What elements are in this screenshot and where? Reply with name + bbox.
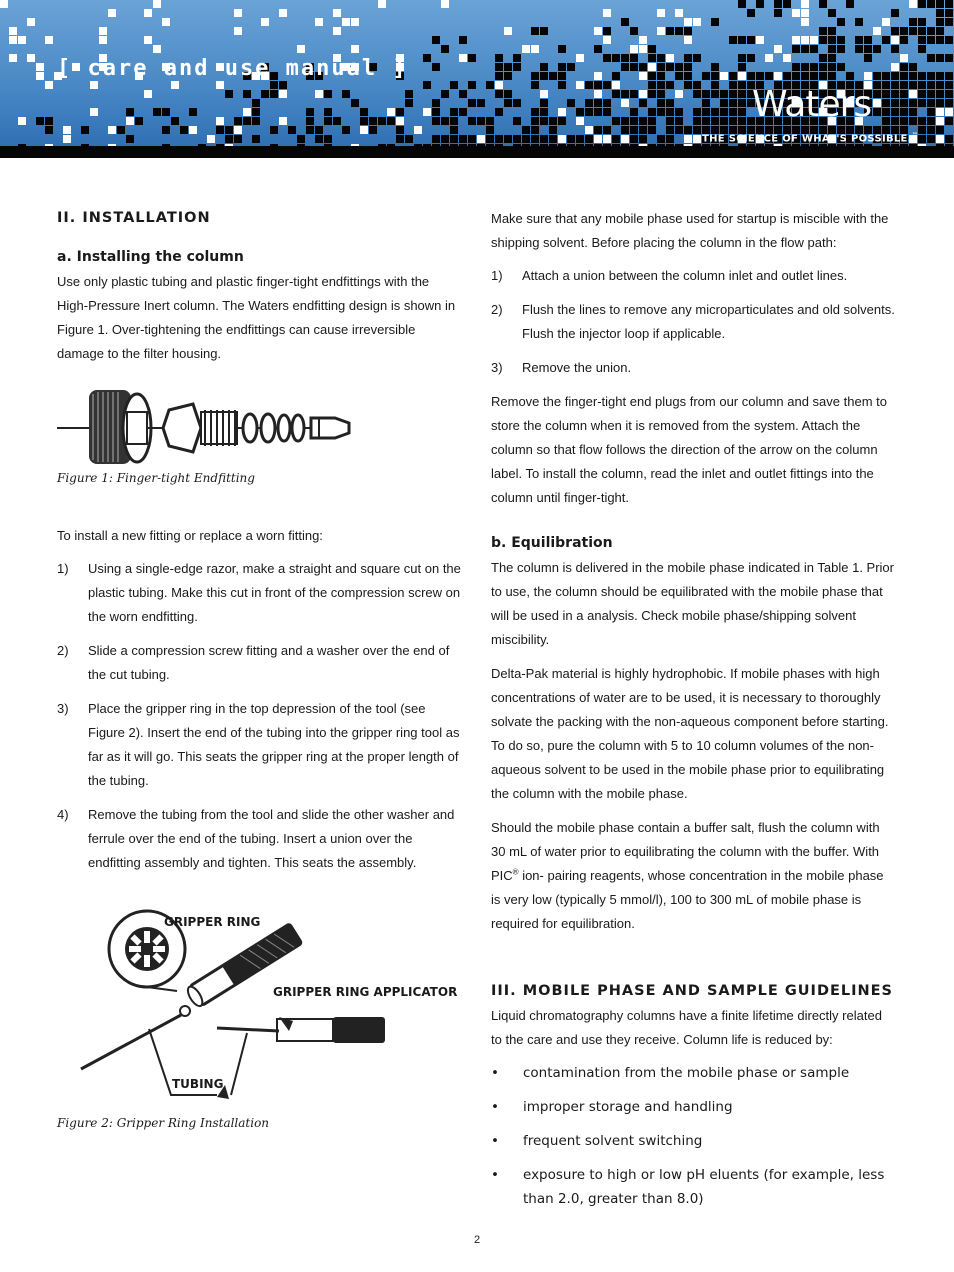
label-gripper-ring: GRIPPER RING [164,915,261,929]
tagline: THE SCIENCE OF WHAT'S POSSIBLE.™ [702,132,919,145]
endfitting-illustration [57,388,367,464]
bullet-mark: • [491,1133,499,1149]
install-intro-paragraph: Use only plastic tubing and plastic finger-tight endfittings with the High-Pressure Inert column. The Waters endfitting design is shown in Figure 1. Over-tightening the endfittings can cause irreversible damage to the filter housing. [57,274,456,361]
equilibration-paragraph-3: Should the mobile phase contain a buffer salt, flush the column with 30 mL of water prior to equilibrating the column with the buffer. With PIC® ion- pairing reagents, whose concentration in the mobile phase is very low (typically 5 mmol/l), 100 to 300 mL of mobile phase is required for equilibration. [491,820,884,931]
waters-logo: Waters [752,84,872,125]
subheading-installing-column: a. Installing the column [57,249,244,265]
mobile-phase-intro: Liquid chromatography columns have a finite lifetime directly related to the care and use they receive. Column life is reduced by: [491,1008,882,1047]
step-text: Remove the tubing from the tool and slide the other washer and ferrule over the end of the tubing. Insert a union over the endfitting assembly and tighten. This seats the assembly. [88,807,455,870]
gripper-ring-illustration [57,909,462,1109]
remove-plugs-paragraph: Remove the finger-tight end plugs from our column and save them to store the column when it is removed from the system. Attach the column so that flow follows the direction of the arrow on the column label. To install the column, read the inlet and outlet fittings into the column until finger-tight. [491,394,887,505]
figure-2-caption: Figure 2: Gripper Ring Installation [57,1116,270,1130]
bullet-item [491,1095,896,1119]
bullet-mark: • [491,1065,499,1081]
subheading-equilibration: b. Equilibration [491,535,613,551]
list-item [57,639,462,687]
step-number: 2) [491,302,503,317]
bullet-mark: • [491,1167,499,1183]
bullet-text: improper storage and handling [523,1099,733,1115]
bullet-text: contamination from the mobile phase or sample [523,1065,850,1081]
manual-title: [ care and use manual ] [57,56,408,81]
step-number: 1) [491,268,503,283]
header-banner [0,0,954,158]
list-item [57,803,462,875]
list-item [57,557,462,629]
right-column [491,205,896,1221]
startup-paragraph: Make sure that any mobile phase used for startup is miscible with the shipping solvent. Before placing the column in the flow path: [491,211,889,250]
list-item [491,356,896,380]
list-item [491,298,896,346]
figure-2-gripper-ring [57,909,462,1109]
fitting-steps-list [57,557,462,875]
step-text: Remove the union. [522,360,632,375]
equilibration-paragraph-2: Delta-Pak material is highly hydrophobic. If mobile phases with high concentrations of water are to be used, it is necessary to thoroughly solvate the packing with the non-aqueous component before starting. To do so, pure the column with 5 to 10 column volumes of the non-aqueous solvent to be used in the mobile phase prior to equilibrating the column with the mobile phase. [491,666,889,801]
bullet-text: frequent solvent switching [523,1133,703,1149]
replace-fitting-intro: To install a new fitting or replace a worn fitting: [57,528,323,543]
label-gripper-ring-applicator: GRIPPER RING APPLICATOR [273,985,458,999]
step-number: 1) [57,561,69,576]
step-text: Place the gripper ring in the top depression of the tool (see Figure 2). Insert the end of the tubing into the gripper ring tool as far as it will go. This seats the gripper ring at the proper length of the tubing. [88,701,460,788]
step-number: 4) [57,807,69,822]
flush-steps-list [491,264,896,380]
section-heading-installation: II. INSTALLATION [57,210,211,226]
column-life-bullets [491,1061,896,1211]
section-heading-mobile-phase: III. MOBILE PHASE AND SAMPLE GUIDELINES [491,983,894,999]
bullet-item [491,1061,896,1085]
list-item [57,697,462,793]
bullet-mark: • [491,1099,499,1115]
label-tubing: TUBING [172,1077,224,1091]
figure-1-caption: Figure 1: Finger-tight Endfitting [57,471,255,485]
bullet-text: exposure to high or low pH eluents (for example, less than 2.0, greater than 8.0) [523,1167,885,1207]
left-column [57,205,462,1135]
list-item [491,264,896,288]
bullet-item [491,1129,896,1153]
step-text: Flush the lines to remove any microparticulates and old solvents. Flush the injector loop if applicable. [522,302,895,341]
step-text: Using a single-edge razor, make a straight and square cut on the plastic tubing. Make this cut in front of the compression screw on the worn endfitting. [88,561,461,624]
figure-1-endfitting [57,388,462,464]
step-number: 2) [57,643,69,658]
equilibration-paragraph-1: The column is delivered in the mobile phase indicated in Table 1. Prior to use, the column should be equilibrated with the mobile phase that will be used in a analysis. Check mobile phase/shipping solvent miscibility. [491,560,894,647]
step-text: Slide a compression screw fitting and a washer over the end of the cut tubing. [88,643,450,682]
bullet-item [491,1163,896,1211]
page-number: 2 [473,1234,481,1246]
step-text: Attach a union between the column inlet and outlet lines. [522,268,848,283]
step-number: 3) [491,360,503,375]
step-number: 3) [57,701,69,716]
